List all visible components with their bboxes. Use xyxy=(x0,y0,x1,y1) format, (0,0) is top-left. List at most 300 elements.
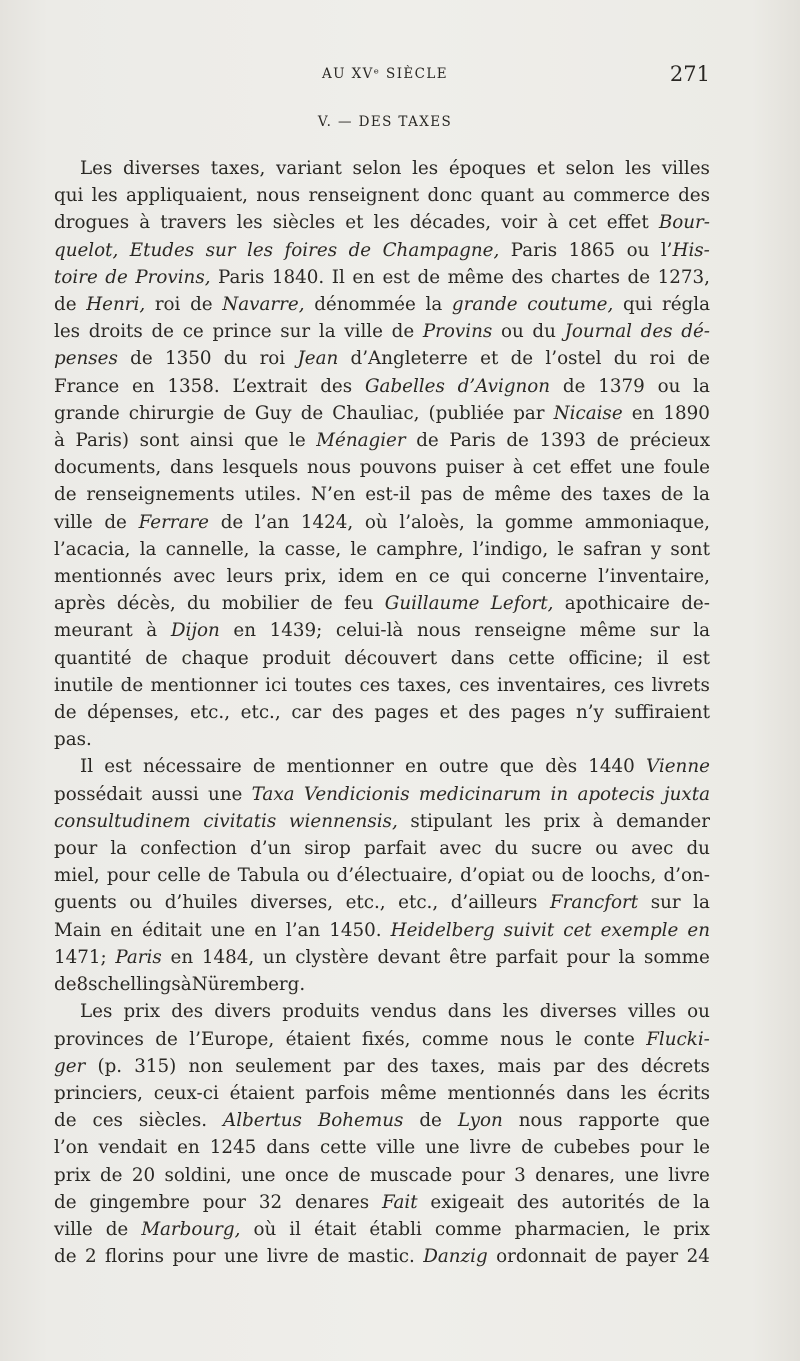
word: 1484, xyxy=(201,946,255,968)
word: de xyxy=(300,402,324,424)
word: les xyxy=(54,321,81,343)
word: de xyxy=(54,294,77,316)
word: à xyxy=(146,620,158,642)
word: de xyxy=(348,239,372,261)
word: ceux-ci xyxy=(153,1082,219,1104)
word: de xyxy=(120,674,144,696)
word: officine; xyxy=(568,647,644,669)
word: sucre xyxy=(531,838,583,860)
word: ces xyxy=(459,674,490,696)
word: le xyxy=(289,430,306,452)
word: que xyxy=(499,756,534,778)
word: Paris xyxy=(115,946,162,968)
word: Etudes xyxy=(129,239,195,261)
word: schellings xyxy=(88,974,181,996)
word: mobilier xyxy=(221,593,299,615)
word: gingembre xyxy=(89,1191,190,1213)
word: est xyxy=(382,266,411,288)
word: l’Europe, xyxy=(189,1028,275,1050)
word: qui xyxy=(461,566,491,588)
word: Danzig xyxy=(423,1246,488,1268)
word: les xyxy=(412,158,439,179)
word: la xyxy=(693,484,710,506)
word: mentionner xyxy=(286,756,394,778)
word: de xyxy=(506,430,529,452)
word: même xyxy=(494,484,551,506)
word: 1471; xyxy=(54,946,107,968)
word: de xyxy=(687,348,710,370)
word: de xyxy=(627,266,651,288)
text-line xyxy=(54,427,710,454)
word: une xyxy=(207,783,243,805)
word: par xyxy=(513,402,545,424)
text-line xyxy=(54,1162,710,1189)
word: de xyxy=(130,348,153,370)
word: des xyxy=(678,185,710,207)
text-line xyxy=(54,1216,710,1243)
word: de xyxy=(223,402,246,424)
word: même xyxy=(579,620,637,642)
word: variant xyxy=(276,158,342,179)
word: 1393 xyxy=(539,430,586,452)
word: vendait xyxy=(98,1137,168,1159)
word: medicinarum xyxy=(418,783,542,805)
word: mentionnés xyxy=(54,566,162,588)
word: les xyxy=(247,239,274,261)
word: toire xyxy=(54,266,98,288)
word: ville xyxy=(54,511,93,533)
word: et xyxy=(536,158,555,179)
word: Guillaume xyxy=(384,593,480,615)
word: renseignent xyxy=(308,185,420,207)
word: de xyxy=(220,511,244,533)
word: exigeait xyxy=(430,1191,505,1213)
word: Lyon xyxy=(457,1110,503,1132)
word: en xyxy=(352,266,375,288)
word: en xyxy=(177,1137,200,1159)
word: de xyxy=(310,593,333,615)
word: taxes, xyxy=(397,674,452,696)
word: denares, xyxy=(535,1164,616,1186)
text-line xyxy=(54,835,710,862)
word: des xyxy=(516,1191,549,1213)
text-line xyxy=(54,318,710,345)
word: prince xyxy=(212,321,272,343)
word: une xyxy=(241,1164,276,1186)
word: d’électuaire, xyxy=(336,865,454,887)
word: Chauliac, xyxy=(332,402,420,424)
word: siècles. xyxy=(138,1110,208,1132)
word: ou xyxy=(657,375,681,397)
text-line xyxy=(54,917,710,944)
word: ou xyxy=(687,1001,710,1023)
word: même xyxy=(447,266,504,288)
text-line xyxy=(54,590,710,617)
word: mastic. xyxy=(347,1246,415,1268)
word: celui-là xyxy=(335,620,404,642)
word: régla xyxy=(661,294,710,316)
word: 8 xyxy=(76,974,89,996)
word: in xyxy=(550,783,569,805)
word: Albertus xyxy=(223,1110,302,1132)
word: un xyxy=(262,946,287,968)
word: France xyxy=(54,375,120,397)
word: pharmacien, xyxy=(514,1218,631,1240)
word: livre xyxy=(266,1246,309,1268)
word: et xyxy=(439,702,458,724)
text-line xyxy=(54,781,710,808)
word: sirop xyxy=(304,838,351,860)
word: apotecis xyxy=(577,783,655,805)
word: car xyxy=(291,702,322,724)
word: Nüremberg. xyxy=(191,974,306,996)
word: confection xyxy=(140,838,237,860)
word: avec xyxy=(439,838,482,860)
word: foires xyxy=(284,239,338,261)
word: Il xyxy=(331,266,345,288)
word: ainsi xyxy=(189,430,234,452)
word: de xyxy=(657,1191,681,1213)
word: payer xyxy=(625,1246,679,1268)
word: du xyxy=(494,838,519,860)
text-line xyxy=(54,1243,710,1270)
word: prix, xyxy=(284,566,327,588)
word: Jean xyxy=(297,348,339,370)
word: ces xyxy=(92,1110,123,1132)
word: ce xyxy=(428,566,450,588)
word: où xyxy=(253,1218,277,1240)
word: travers xyxy=(160,212,227,234)
word: etc., xyxy=(190,702,231,724)
word: après xyxy=(54,593,106,615)
word: commerce xyxy=(573,185,670,207)
word: l’aloès, xyxy=(399,511,465,533)
word: l’on xyxy=(54,1137,89,1159)
word: Paris xyxy=(449,430,496,452)
word: ou xyxy=(531,865,555,887)
word: diverses, xyxy=(250,892,334,914)
word: être xyxy=(449,946,487,968)
word: Les xyxy=(80,1001,113,1023)
word: de xyxy=(155,1028,178,1050)
word: prix xyxy=(54,1164,91,1186)
word: nous xyxy=(307,457,351,479)
word: chartes xyxy=(550,266,621,288)
text-line xyxy=(54,155,710,182)
word: que xyxy=(675,1110,710,1132)
word: de xyxy=(54,702,77,724)
word: cet xyxy=(532,457,561,479)
word: l’indigo, xyxy=(472,538,549,560)
text-line xyxy=(54,1080,710,1107)
word: ordonnait xyxy=(496,1246,587,1268)
word: décades, xyxy=(409,212,492,234)
word: dans xyxy=(450,647,495,669)
word: d’Avignon xyxy=(457,375,551,397)
word: Paris xyxy=(218,266,265,288)
word: à xyxy=(180,974,192,996)
text-line xyxy=(54,889,710,916)
word: lesquels xyxy=(222,457,299,479)
word: éditait xyxy=(141,919,202,941)
word: Flucki- xyxy=(646,1028,710,1050)
text-line xyxy=(54,563,710,590)
word: dans xyxy=(566,1082,610,1104)
word: effet xyxy=(569,457,612,479)
word: roi xyxy=(154,294,181,316)
word: de xyxy=(54,484,77,506)
word: 1865 xyxy=(568,239,616,261)
word: documents, xyxy=(54,457,162,479)
word: denares xyxy=(294,1191,370,1213)
word: livrets xyxy=(651,674,710,696)
word: devant xyxy=(377,946,441,968)
word: de xyxy=(54,974,77,996)
word: donc xyxy=(427,185,473,207)
word: d’on- xyxy=(663,865,710,887)
word: Provins, xyxy=(135,266,211,288)
word: ce xyxy=(182,321,204,343)
word: (publiée xyxy=(428,402,505,424)
word: dénommée xyxy=(314,294,416,316)
word: miel, xyxy=(54,865,100,887)
word: 20 xyxy=(131,1164,156,1186)
word: Francfort xyxy=(549,892,639,914)
word: divers xyxy=(214,1001,272,1023)
word: etc., xyxy=(240,702,281,724)
word: drogues xyxy=(54,212,130,234)
word: qui xyxy=(622,294,653,316)
word: droits xyxy=(88,321,143,343)
word: de xyxy=(596,430,620,452)
word: cet xyxy=(563,919,592,941)
word: dans xyxy=(170,457,214,479)
word: 1439; xyxy=(269,620,323,642)
word: demander xyxy=(616,810,710,832)
word: idem xyxy=(338,566,384,588)
word: étaient xyxy=(285,1028,351,1050)
word: et xyxy=(480,348,499,370)
word: foule xyxy=(663,457,710,479)
word: villes xyxy=(627,1001,677,1023)
word: Vienne xyxy=(646,756,710,778)
word: qui xyxy=(54,185,84,207)
word: pages xyxy=(510,702,566,724)
word: était xyxy=(314,1218,357,1240)
word: à xyxy=(592,810,604,832)
word: outre xyxy=(438,756,489,778)
word: ville xyxy=(344,321,383,343)
word: de xyxy=(462,484,485,506)
word: Dijon xyxy=(170,620,220,642)
text-line xyxy=(54,237,710,264)
word: fixés, xyxy=(361,1028,411,1050)
word: la xyxy=(476,511,494,533)
word: Navarre, xyxy=(222,294,305,316)
word: en xyxy=(110,919,133,941)
word: n’y xyxy=(575,702,604,724)
word: autorités xyxy=(561,1191,645,1213)
word: sont xyxy=(139,430,180,452)
word: de xyxy=(151,321,174,343)
word: nous xyxy=(416,620,461,642)
word: de xyxy=(104,511,127,533)
word: possédait xyxy=(54,783,143,805)
word: Gabelles xyxy=(364,375,445,397)
word: le xyxy=(693,1137,710,1159)
word: cubebes xyxy=(553,1137,631,1159)
word: 1358. xyxy=(167,375,220,397)
text-line xyxy=(54,971,710,998)
body-text xyxy=(54,155,710,1270)
word: des xyxy=(560,484,593,506)
word: de xyxy=(105,1218,129,1240)
word: ger xyxy=(54,1055,86,1077)
word: chirurgie xyxy=(128,402,215,424)
word: vendus xyxy=(370,1001,437,1023)
running-head: AU XVᵉ SIÈCLE xyxy=(321,66,449,82)
word: loochs, xyxy=(591,865,657,887)
word: à xyxy=(512,457,524,479)
text-line xyxy=(54,345,710,372)
word: par xyxy=(553,1055,585,1077)
word: princiers, xyxy=(54,1082,143,1104)
word: une xyxy=(620,457,655,479)
word: sont xyxy=(670,538,710,560)
word: 1350 xyxy=(164,348,212,370)
word: pouvons xyxy=(359,457,437,479)
word: selon xyxy=(565,158,615,179)
word: Champagne, xyxy=(382,239,500,261)
word: sur xyxy=(650,892,681,914)
text-line xyxy=(54,617,710,644)
text-line xyxy=(54,672,710,699)
word: une xyxy=(224,1246,259,1268)
word: 1890 xyxy=(663,402,710,424)
word: de xyxy=(316,1246,340,1268)
word: les xyxy=(236,212,263,234)
word: leurs xyxy=(226,566,274,588)
text-line xyxy=(54,454,710,481)
word: dans xyxy=(266,1137,310,1159)
word: une xyxy=(624,1164,659,1186)
word: étaient xyxy=(229,1082,295,1104)
section-title: V. — DES TAXES xyxy=(317,114,453,130)
word: Il xyxy=(80,756,94,778)
word: la xyxy=(139,538,157,560)
word: ici xyxy=(265,674,288,696)
word: Bohemus xyxy=(317,1110,404,1132)
word: de xyxy=(419,1110,442,1132)
word: en xyxy=(631,402,655,424)
word: d’Angleterre xyxy=(350,348,468,370)
word: gomme xyxy=(504,511,574,533)
word: 1424, xyxy=(300,511,354,533)
word: nous xyxy=(500,1028,544,1050)
text-line xyxy=(54,1107,710,1134)
word: même xyxy=(380,1082,437,1104)
word: safran xyxy=(583,538,642,560)
word: d’opiat xyxy=(460,865,525,887)
word: diverses xyxy=(123,158,201,179)
word: est xyxy=(104,756,132,778)
word: écrits xyxy=(657,1082,710,1104)
word: ou xyxy=(306,865,330,887)
word: mentionnés xyxy=(447,1082,556,1104)
word: de xyxy=(105,266,128,288)
word: guents xyxy=(54,892,117,914)
word: suffiraient xyxy=(614,702,710,724)
word: taxes, xyxy=(210,158,266,179)
text-line xyxy=(54,182,710,209)
word: du xyxy=(186,593,211,615)
word: des xyxy=(468,702,501,724)
word: des xyxy=(511,266,544,288)
word: sur xyxy=(649,620,680,642)
word: la xyxy=(693,1191,710,1213)
word: de xyxy=(562,375,586,397)
word: l’an xyxy=(254,511,290,533)
word: Fait xyxy=(382,1191,418,1213)
word: en xyxy=(405,756,428,778)
word: est-il xyxy=(365,484,411,506)
word: quelot, xyxy=(54,239,119,261)
word: du xyxy=(613,348,638,370)
word: le xyxy=(643,1218,661,1240)
word: ville xyxy=(376,1137,416,1159)
word: etc., xyxy=(345,892,386,914)
word: utiles. xyxy=(244,484,302,506)
text-line xyxy=(54,808,710,835)
word: 315) xyxy=(134,1055,177,1077)
word: avec xyxy=(631,838,674,860)
word: puiser xyxy=(445,457,504,479)
word: mais xyxy=(497,1055,542,1077)
text-line xyxy=(54,509,710,536)
word: exemple xyxy=(600,919,679,941)
word: de xyxy=(594,1246,618,1268)
word: L’extrait xyxy=(232,375,308,397)
word: comme xyxy=(421,1028,489,1050)
word: aussi xyxy=(151,783,199,805)
word: Tabula xyxy=(237,865,300,887)
word: quantité xyxy=(54,647,132,669)
word: camphre, xyxy=(376,538,464,560)
word: pour xyxy=(106,865,151,887)
word: de- xyxy=(681,593,710,615)
word: ou xyxy=(129,892,153,914)
word: soldini, xyxy=(164,1164,232,1186)
word: once xyxy=(284,1164,329,1186)
word: taxes, xyxy=(430,1055,486,1077)
word: pages xyxy=(374,702,429,724)
word: l’an xyxy=(285,919,321,941)
word: inventaires, xyxy=(497,674,607,696)
word: les xyxy=(504,810,531,832)
word: toutes xyxy=(294,674,353,696)
word: inutile xyxy=(54,674,114,696)
word: somme xyxy=(643,946,710,968)
word: cet xyxy=(568,212,597,234)
word: cette xyxy=(508,647,555,669)
word: N’en xyxy=(311,484,356,506)
word: penses xyxy=(54,348,118,370)
word: ces xyxy=(613,674,645,696)
word: civitatis xyxy=(203,810,277,832)
word: il xyxy=(289,1218,301,1240)
word: mentionner xyxy=(150,674,258,696)
text-line xyxy=(54,373,710,400)
